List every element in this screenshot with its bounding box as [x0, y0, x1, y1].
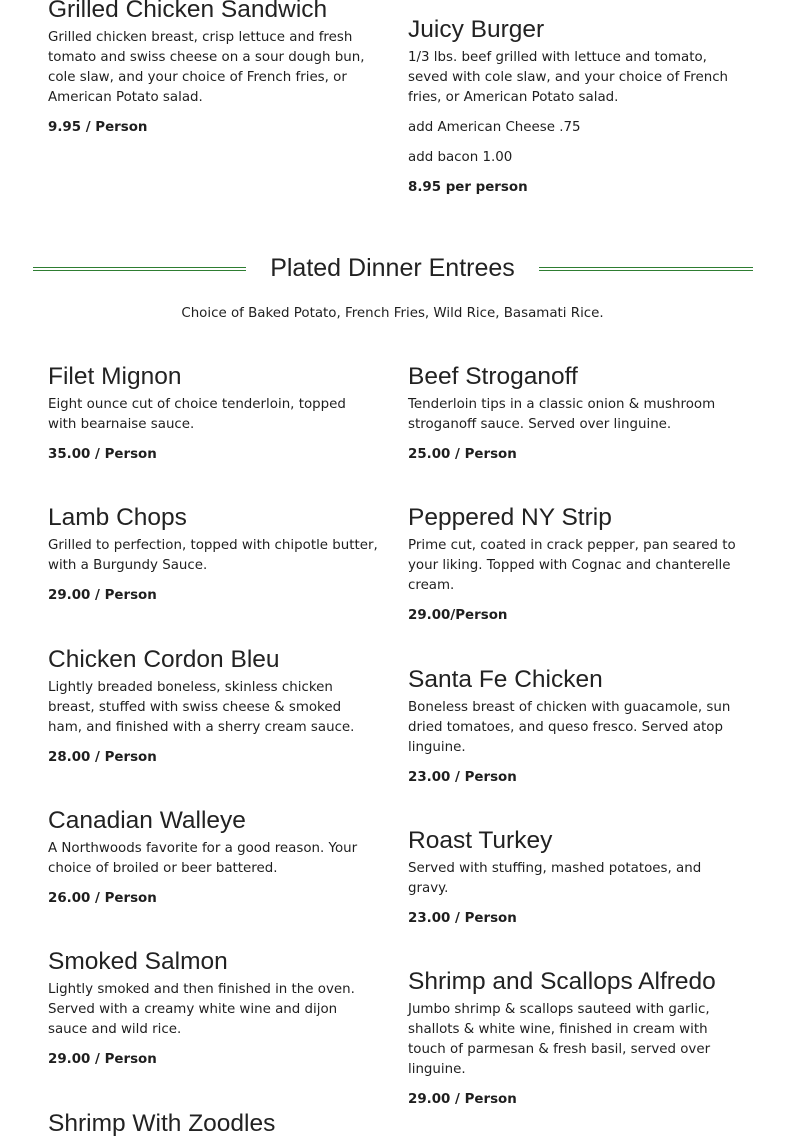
item-price: 23.00 / Person: [408, 911, 517, 926]
section-title: Plated Dinner Entrees: [270, 254, 515, 282]
item-price: 26.00 / Person: [48, 891, 157, 906]
item-title: Grilled Chicken Sandwich: [48, 0, 328, 23]
item-price: 9.95 / Person: [48, 120, 148, 135]
menu-item-filet-mignon: [48, 362, 378, 465]
item-addon-bacon: add bacon 1.00: [408, 150, 513, 165]
item-description: Tenderloin tips in a classic onion & mushroom stroganoff sauce. Served over linguine.: [408, 397, 716, 432]
item-title: Santa Fe Chicken: [408, 666, 603, 693]
menu-item-shrimp-scallops-alfredo: [408, 967, 738, 1110]
item-description: A Northwoods favorite for a good reason. Your choice of broiled or beer battered.: [48, 841, 358, 876]
item-description: Lightly smoked and then finished in the oven. Served with a creamy white wine and dijon sauce and wild rice.: [48, 982, 355, 1037]
item-title: Beef Stroganoff: [408, 363, 578, 390]
menu-item-shrimp-with-zoodles: [48, 1109, 378, 1139]
item-description: Boneless breast of chicken with guacamole, sun dried tomatoes, and queso fresco. Served atop linguine.: [408, 700, 731, 755]
item-title: Chicken Cordon Bleu: [48, 646, 280, 673]
item-title: Smoked Salmon: [48, 948, 228, 975]
item-price: 29.00 / Person: [48, 1052, 157, 1067]
menu-item-juicy-burger: [408, 15, 738, 198]
item-title: Shrimp With Zoodles: [48, 1110, 276, 1137]
item-description: Grilled to perfection, topped with chipotle butter, with a Burgundy Sauce.: [48, 538, 378, 573]
item-title: Juicy Burger: [408, 16, 545, 43]
menu-item-grilled-chicken-sandwich: [48, 0, 378, 138]
menu-item-lamb-chops: [48, 503, 378, 606]
item-price: 28.00 / Person: [48, 750, 157, 765]
item-description: Prime cut, coated in crack pepper, pan seared to your liking. Topped with Cognac and chanterelle cream.: [408, 538, 736, 593]
item-title: Filet Mignon: [48, 363, 182, 390]
menu-item-roast-turkey: [408, 826, 738, 929]
item-price: 8.95 per person: [408, 180, 528, 195]
item-description: Served with stuffing, mashed potatoes, and gravy.: [408, 861, 702, 896]
item-price: 29.00 / Person: [408, 1092, 517, 1107]
menu-item-chicken-cordon-bleu: [48, 645, 378, 768]
item-title: Canadian Walleye: [48, 807, 246, 834]
item-description: Jumbo shrimp & scallops sauteed with garlic, shallots & white wine, finished in cream with touch of parmesan & fresh basil, served over linguine.: [408, 1002, 711, 1077]
item-title: Roast Turkey: [408, 827, 553, 854]
menu-item-santa-fe-chicken: [408, 665, 738, 788]
menu-item-smoked-salmon: [48, 947, 378, 1070]
item-description: Lightly breaded boneless, skinless chicken breast, stuffed with swiss cheese & smoked ham, and finished with a sherry cream sauce.: [48, 680, 355, 735]
divider-left: [33, 267, 246, 271]
menu-item-peppered-ny-strip: [408, 503, 738, 626]
menu-item-canadian-walleye: [48, 806, 378, 909]
item-title: Shrimp and Scallops Alfredo: [408, 968, 716, 995]
item-addon-cheese: add American Cheese .75: [408, 120, 581, 135]
item-description: Eight ounce cut of choice tenderloin, topped with bearnaise sauce.: [48, 397, 346, 432]
item-description: Grilled chicken breast, crisp lettuce and fresh tomato and swiss cheese on a sour dough bun, cole slaw, and your choice of French fries, or American Potato salad.: [48, 30, 365, 105]
menu-item-beef-stroganoff: [408, 362, 738, 465]
item-title: Peppered NY Strip: [408, 504, 612, 531]
item-price: 25.00 / Person: [408, 447, 517, 462]
item-price: 23.00 / Person: [408, 770, 517, 785]
item-description: 1/3 lbs. beef grilled with lettuce and tomato, seved with cole slaw, and your choice of French fries, or American Potato salad.: [408, 50, 729, 105]
item-title: Lamb Chops: [48, 504, 187, 531]
item-price: 29.00/Person: [408, 608, 508, 623]
item-price: 35.00 / Person: [48, 447, 157, 462]
divider-right: [539, 267, 753, 271]
item-price: 29.00 / Person: [48, 588, 157, 603]
section-note: Choice of Baked Potato, French Fries, Wild Rice, Basamati Rice.: [181, 306, 604, 321]
section-header: [33, 252, 753, 286]
